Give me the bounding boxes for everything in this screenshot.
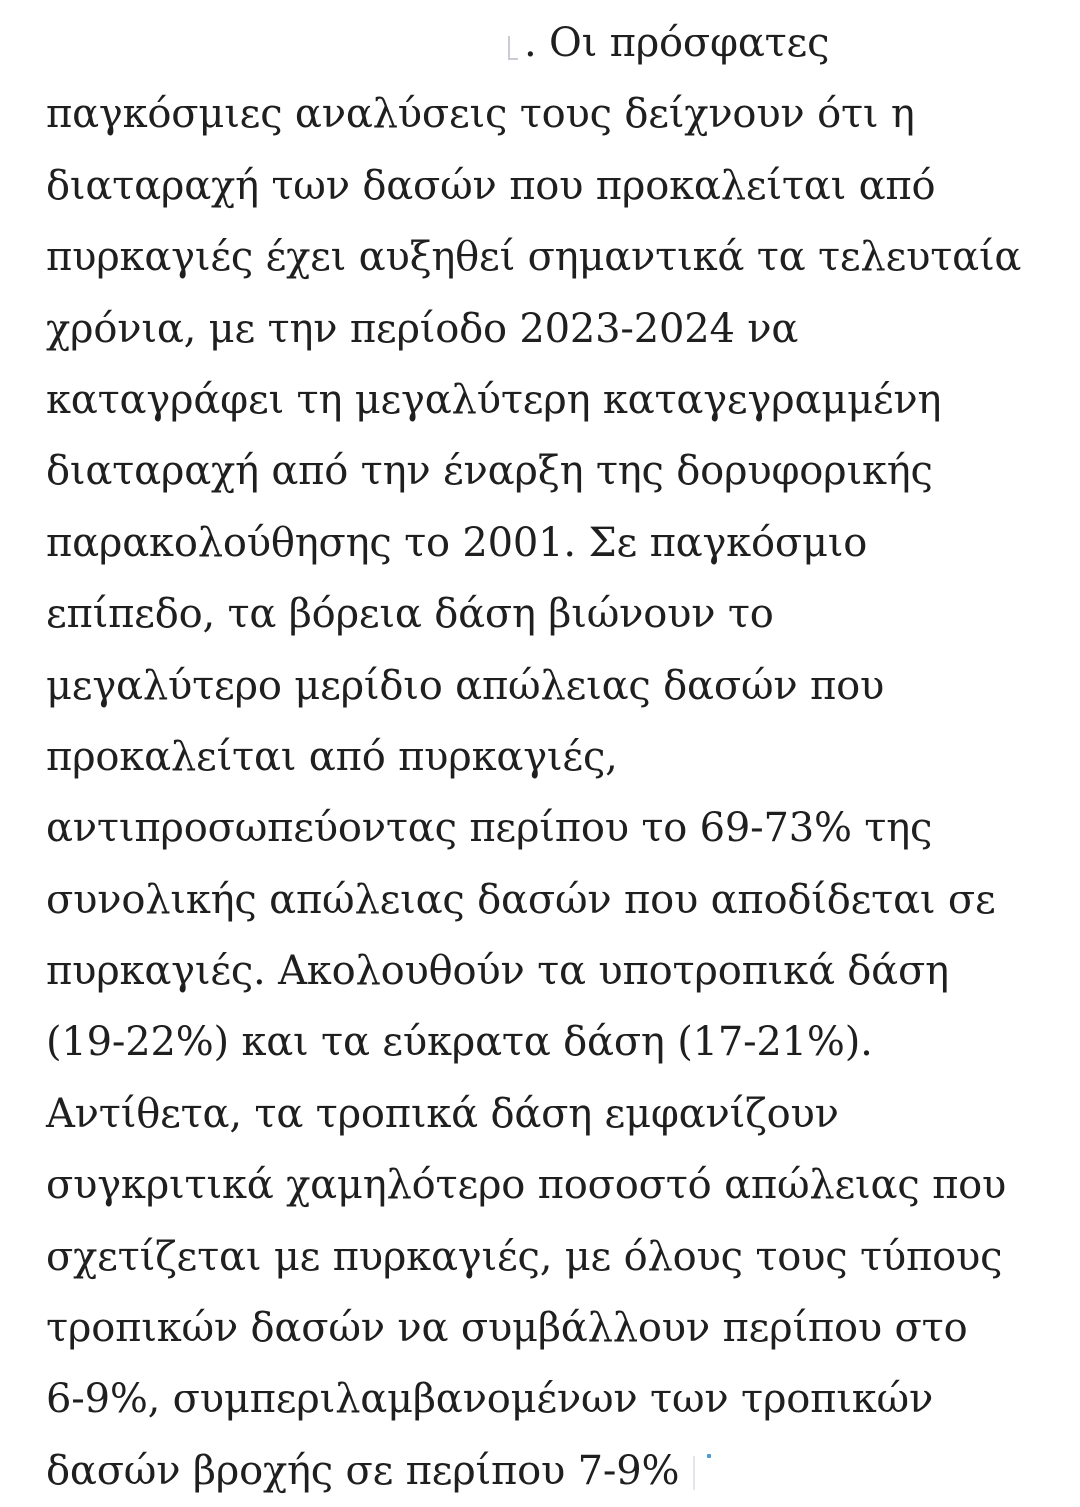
text-line: δασών βροχής σε περίπου 7-9%: [46, 1436, 1066, 1507]
text-line: (19-22%) και τα εύκρατα δάση (17-21%).: [46, 1019, 873, 1066]
selection-handle-start[interactable]: [508, 36, 518, 60]
text-line: πυρκαγιές έχει αυξηθεί σημαντικά τα τελευταία: [46, 234, 1022, 281]
text-line: διαταραχή από την έναρξη της δορυφορικής: [46, 448, 933, 495]
text-line: παρακολούθησης το 2001. Σε παγκόσμιο: [46, 519, 868, 566]
text-line: 6-9%, συμπεριλαμβανομένων των τροπικών: [46, 1376, 934, 1423]
text-line: σχετίζεται με πυρκαγιές, με όλους τους τύπους: [46, 1233, 1003, 1280]
text-line: αντιπροσωπεύοντας περίπου το 69-73% της: [46, 805, 933, 852]
text-line: διαταραχή των δασών που προκαλείται από: [46, 162, 936, 209]
text-line: παγκόσμιες αναλύσεις τους δείχνουν ότι η: [46, 91, 915, 138]
text-line: προκαλείται από πυρκαγιές,: [46, 733, 618, 780]
text-line: συνολικής απώλειας δασών που αποδίδεται σε: [46, 876, 996, 923]
selection-handle-end[interactable]: [693, 1456, 705, 1490]
text-line: πυρκαγιές. Ακολουθούν τα υποτροπικά δάση: [46, 948, 949, 995]
text-line: τροπικών δασών να συμβάλλουν περίπου στο: [46, 1305, 968, 1352]
text-line: . Οι πρόσφατες: [46, 8, 1066, 79]
text-line: Αντίθετα, τα τροπικά δάση εμφανίζουν: [46, 1090, 839, 1137]
text-line: μεγαλύτερο μερίδιο απώλειας δασών που: [46, 662, 885, 709]
text-line: καταγράφει τη μεγαλύτερη καταγεγραμμένη: [46, 376, 942, 423]
text-line: επίπεδο, τα βόρεια δάση βιώνουν το: [46, 591, 774, 638]
text-line: χρόνια, με την περίοδο 2023-2024 να: [46, 305, 799, 352]
text-line: συγκριτικά χαμηλότερο ποσοστό απώλειας που: [46, 1162, 1007, 1209]
article-paragraph: [46, 8, 1066, 1507]
